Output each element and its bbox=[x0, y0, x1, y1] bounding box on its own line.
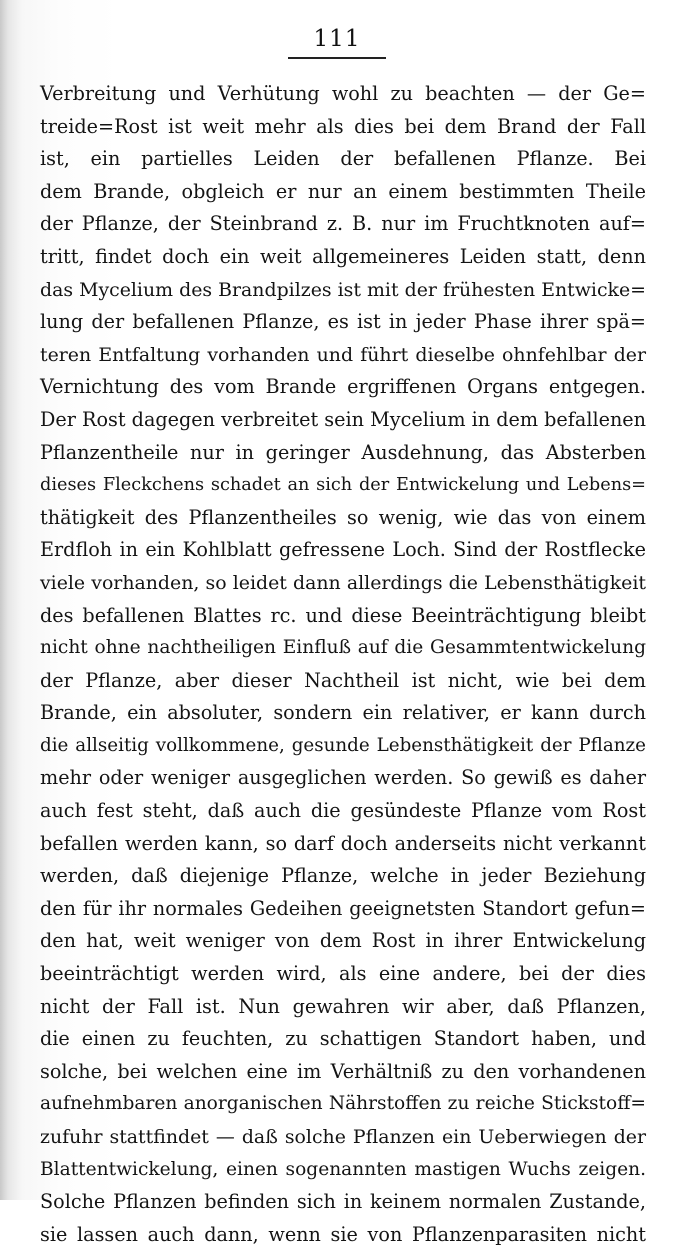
text-line: treide=Rost ist weit mehr als dies bei dem Brand der Fall bbox=[40, 114, 646, 138]
text-line: dem Brande, obgleich er nur an einem bestimmten Theile bbox=[40, 179, 646, 203]
text-line: sie lassen auch dann, wenn sie von Pflanzenparasiten nicht bbox=[40, 1222, 646, 1246]
page-header bbox=[0, 24, 674, 59]
text-line: die allseitig vollkommene, gesunde Lebensthätigkeit der Pflanze bbox=[40, 734, 646, 756]
text-line: aufnehmbaren anorganischen Nährstoffen zu reiche Stickstoff= bbox=[40, 1093, 646, 1115]
text-line: nicht der Fall ist. Nun gewahren wir aber, daß Pflanzen, bbox=[40, 994, 646, 1018]
text-line: Der Rost dagegen verbreitet sein Mycelium in dem befallenen bbox=[40, 407, 647, 431]
text-line: Erdfloh in ein Kohlblatt gefressene Loch. Sind der Rostflecke bbox=[40, 538, 646, 562]
text-line: zufuhr stattfindet — daß solche Pflanzen ein Ueberwiegen der bbox=[40, 1126, 646, 1148]
text-line: Vernichtung des vom Brande ergriffenen Organs entgegen. bbox=[40, 375, 646, 399]
text-line: Pflanzentheile nur in geringer Ausdehnung, das Absterben bbox=[40, 440, 646, 464]
text-line: den hat, weit weniger von dem Rost in ihrer Entwickelung bbox=[40, 929, 646, 953]
text-line: der Pflanze, aber dieser Nachtheil ist nicht, wie bei dem bbox=[40, 668, 646, 692]
text-line: auch fest steht, daß auch die gesündeste Pflanze vom Rost bbox=[40, 799, 646, 823]
text-line: werden, daß diejenige Pflanze, welche in jeder Beziehung bbox=[40, 864, 646, 888]
text-line: das Mycelium des Brandpilzes ist mit der frühesten Entwicke= bbox=[40, 278, 646, 301]
text-line: dieses Fleckchens schadet an sich der Entwickelung und Lebens= bbox=[40, 475, 646, 496]
text-line: tritt, findet doch ein weit allgemeineres Leiden statt, denn bbox=[40, 244, 646, 268]
text-line: der Pflanze, der Steinbrand z. B. nur im Fruchtknoten auf= bbox=[40, 212, 646, 236]
page-number: 111 bbox=[288, 24, 387, 59]
text-line: beeinträchtigt werden wird, als eine andere, bei der dies bbox=[40, 962, 646, 986]
text-line: Brande, ein absoluter, sondern ein relativer, er kann durch bbox=[40, 701, 646, 725]
text-line: den für ihr normales Gedeihen geeignetsten Standort gefun= bbox=[40, 896, 646, 920]
text-line: solche, bei welchen eine im Verhältniß zu den vorhandenen bbox=[40, 1059, 646, 1083]
text-line: lung der befallenen Pflanze, es ist in jeder Phase ihrer spä= bbox=[40, 310, 646, 334]
text-line: mehr oder weniger ausgeglichen werden. So gewiß es daher bbox=[40, 766, 646, 790]
body-text bbox=[40, 78, 646, 1251]
text-line: nicht ohne nachtheiligen Einfluß auf die Gesammtentwickelung bbox=[40, 637, 646, 659]
text-line: des befallenen Blattes rc. und diese Beeinträchtigung bleibt bbox=[40, 603, 646, 627]
text-line: Solche Pflanzen befinden sich in keinem normalen Zustande, bbox=[40, 1190, 646, 1214]
text-line: die einen zu feuchten, zu schattigen Standort haben, und bbox=[40, 1027, 646, 1051]
text-line: viele vorhanden, so leidet dann allerdings die Lebensthätigkeit bbox=[40, 571, 646, 594]
text-line: Verbreitung und Verhütung wohl zu beachten — der Ge= bbox=[40, 82, 646, 105]
text-line: ist, ein partielles Leiden der befallenen Pflanze. Bei bbox=[40, 147, 646, 171]
text-line: befallen werden kann, so darf doch anderseits nicht verkannt bbox=[40, 831, 646, 855]
text-line: Blattentwickelung, einen sogenannten mastigen Wuchs zeigen. bbox=[40, 1158, 646, 1180]
text-line: thätigkeit des Pflanzentheiles so wenig, wie das von einem bbox=[40, 505, 646, 529]
text-line: teren Entfaltung vorhanden und führt dieselbe ohnfehlbar der bbox=[40, 343, 646, 366]
